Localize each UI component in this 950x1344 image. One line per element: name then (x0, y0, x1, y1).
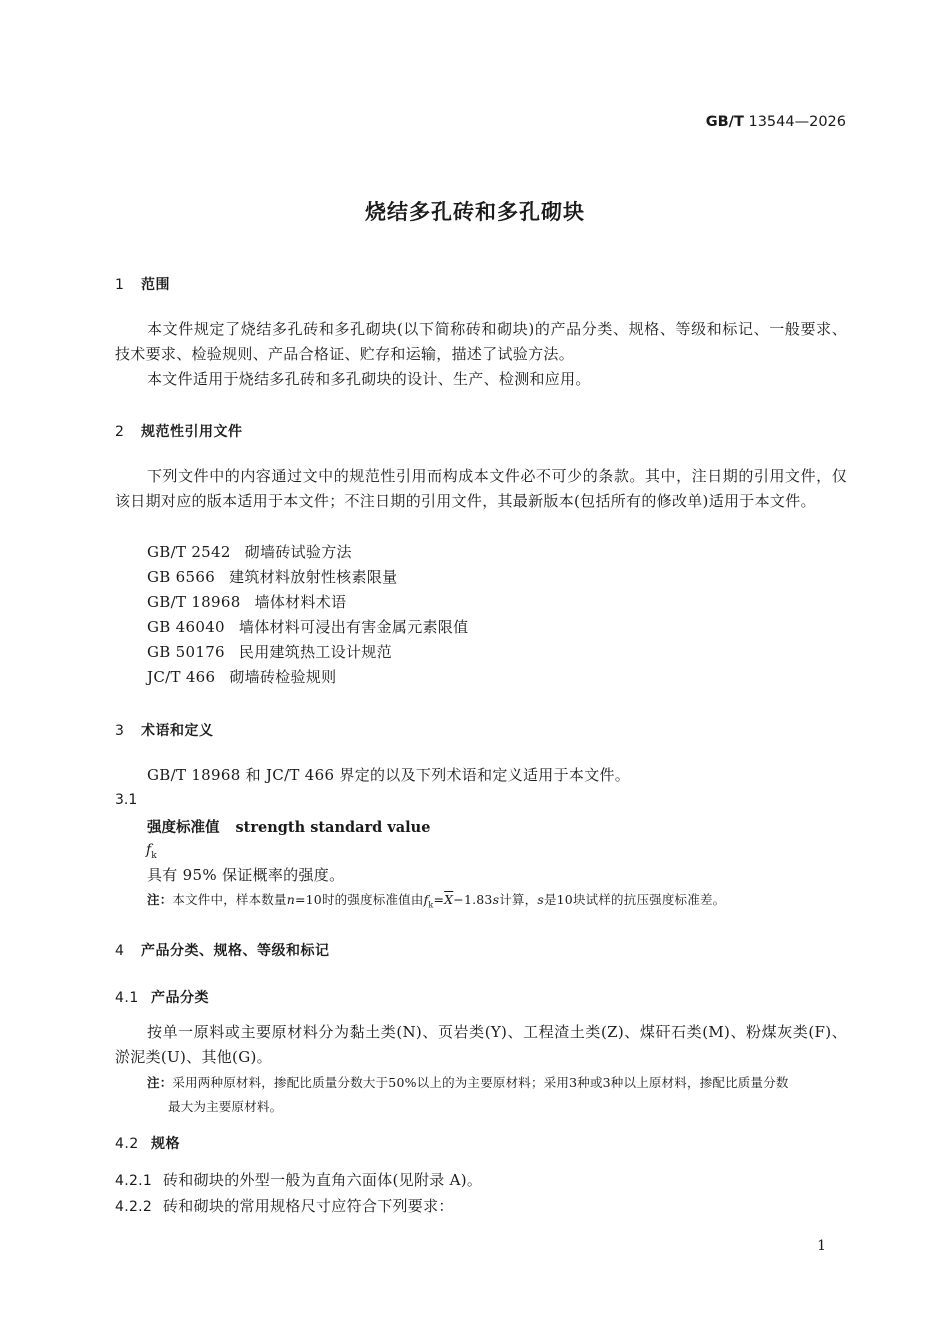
term-definition: 具有 95% 保证概率的强度。 (147, 866, 345, 884)
note-text: −1.83 (453, 892, 493, 907)
reference-item (147, 591, 346, 612)
section-4-1-note-line-2: 最大为主要原材料。 (168, 1099, 283, 1114)
reference-name: 建筑材料放射性核素限量 (229, 568, 398, 586)
reference-item (147, 666, 336, 687)
note-variable: f (423, 892, 429, 907)
reference-code: GB 50176 (147, 643, 225, 661)
section-title: 术语和定义 (141, 723, 214, 739)
reference-name: 墙体材料可浸出有害金属元素限值 (238, 618, 469, 636)
term-symbol-main: f (146, 842, 152, 858)
note-text: 采用两种原材料，掺配比质量分数大于50%以上的为主要原材料；采用3种或3种以上原材料，掺配比质量分数 (172, 1075, 789, 1090)
note-text: 本文件中，样本数量 (172, 892, 287, 907)
section-number: 3 (115, 723, 125, 739)
section-title: 规范性引用文件 (141, 424, 243, 440)
reference-item (147, 616, 468, 637)
reference-code: GB/T 2542 (147, 543, 231, 561)
section-number: 4 (115, 943, 125, 959)
section-3-heading (115, 720, 214, 740)
section-4-heading (115, 940, 330, 960)
term-entry (147, 816, 430, 837)
section-4-1-note-line-1 (147, 1073, 789, 1091)
note-label: 注： (147, 892, 173, 907)
section-1-paragraph-2: 本文件适用于烧结多孔砖和多孔砌块的设计、生产、检测和应用。 (147, 370, 591, 388)
note-variable: s (537, 892, 544, 907)
reference-code: JC/T 466 (147, 668, 216, 686)
reference-code: GB 6566 (147, 568, 216, 586)
note-text: = (433, 892, 445, 907)
note-text: 计算， (499, 892, 538, 907)
section-4-1-heading (115, 987, 209, 1007)
page-number: 1 (817, 1238, 826, 1254)
clause-text: 砖和砌块的外型一般为直角六面体(见附录 A)。 (163, 1171, 483, 1189)
section-number: 4.2 (115, 1136, 139, 1152)
clause-text: 砖和砌块的常用规格尺寸应符合下列要求： (163, 1197, 454, 1215)
standard-prefix: GB/T (705, 114, 744, 130)
section-2-heading (115, 421, 243, 441)
section-1-paragraph-1: 本文件规定了烧结多孔砖和多孔砌块(以下简称砖和砌块)的产品分类、规格、等级和标记、一般要求、技术要求、检验规则、产品合格证、贮存和运输，描述了试验方法。 (115, 320, 847, 363)
clause-number: 4.2.2 (115, 1199, 153, 1215)
reference-item (147, 566, 397, 587)
note-text: 是10块试样的抗压强度标准差。 (543, 892, 726, 907)
section-3-paragraph-1: GB/T 18968 和 JC/T 466 界定的以及下列术语和定义适用于本文件。 (147, 766, 631, 784)
section-2-paragraph-1: 下列文件中的内容通过文中的规范性引用而构成本文件必不可少的条款。其中，注日期的引用文件，仅该日期对应的版本适用于本文件；不注日期的引用文件，其最新版本(包括所有的修改单)适用于本文件。 (115, 467, 847, 510)
term-symbol-sub: k (151, 850, 157, 861)
term-english: strength standard value (235, 819, 431, 836)
term-number: 3.1 (115, 792, 138, 808)
section-1-heading (115, 274, 170, 294)
term-chinese: 强度标准值 (147, 820, 220, 836)
clause-number: 4.2.1 (115, 1173, 153, 1189)
note-text: =10时的强度标准值由 (294, 892, 424, 907)
section-title: 产品分类、规格、等级和标记 (141, 943, 330, 959)
reference-name: 砌墙砖检验规则 (229, 668, 337, 686)
reference-name: 墙体材料术语 (254, 593, 347, 611)
reference-code: GB 46040 (147, 618, 225, 636)
section-number: 1 (115, 277, 125, 293)
reference-item (147, 541, 352, 562)
section-number: 2 (115, 424, 125, 440)
reference-item (147, 641, 392, 662)
section-number: 4.1 (115, 990, 139, 1006)
note-mean-symbol: $\overline{X}$ (444, 892, 454, 907)
reference-name: 民用建筑热工设计规范 (238, 643, 392, 661)
document-title: 烧结多孔砖和多孔砌块 (365, 200, 585, 224)
note-variable: n (286, 892, 295, 907)
section-title: 规格 (151, 1136, 180, 1152)
term-note (147, 890, 725, 910)
reference-name: 砌墙砖试验方法 (244, 543, 352, 561)
clause-4-2-1 (115, 1169, 482, 1190)
section-4-1-paragraph: 按单一原料或主要原材料分为黏土类(N)、页岩类(Y)、工程渣土类(Z)、煤矸石类(M)、粉煤灰类(F)、淤泥类(U)、其他(G)。 (115, 1023, 847, 1066)
note-variable: s (492, 892, 500, 907)
section-title: 范围 (141, 277, 170, 293)
reference-code: GB/T 18968 (147, 593, 241, 611)
term-symbol (146, 842, 157, 861)
clause-4-2-2 (115, 1195, 454, 1216)
note-subscript: k (428, 900, 434, 910)
standard-code (706, 114, 846, 130)
section-title: 产品分类 (151, 990, 209, 1006)
section-4-2-heading (115, 1133, 180, 1153)
standard-number: 13544—2026 (748, 114, 846, 130)
note-label: 注： (147, 1075, 173, 1090)
